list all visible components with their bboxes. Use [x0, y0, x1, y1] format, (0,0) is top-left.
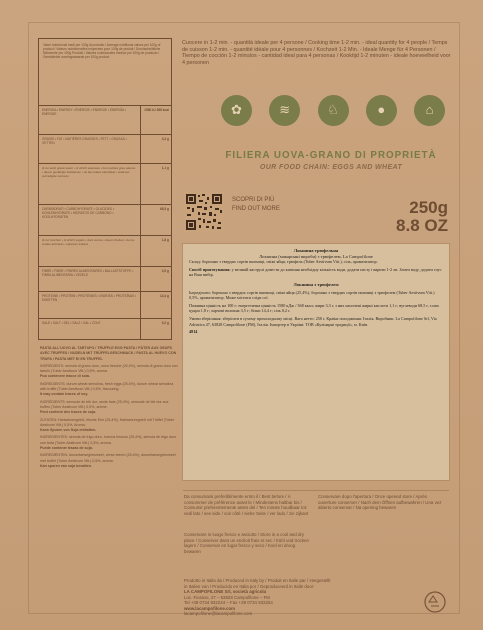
egg-icon: ● [366, 95, 397, 126]
scopri-label: SCOPRI DI PIÙ [232, 197, 275, 203]
producer-address: Loc. Fiorano, 27 – 63828 Campofilone – FM [184, 594, 270, 600]
nutrition-row [39, 205, 171, 236]
nutrition-header: Valori nutrizionali medi per 100g di prodotto / Average nutritional values per 100g of product / Valeurs nutritionnelles moyennes pour 100g de produit / Durchschnittliche Nährwerte pro 100g Produkt / Valores nutricionales medios por 100g de producto / Gemiddelde voedingswaarde per 100g product [39, 39, 171, 106]
divider [183, 490, 449, 491]
nutrition-label: di cui zuccheri • of which sugars • dont sucres • davon Zucker • de los cuales azúcares • waarvan suikers [42, 238, 135, 246]
producer-info [184, 578, 334, 617]
ingredients-block [40, 346, 178, 616]
producer-intro: Prodotto in Italia da / Produced in Italy by / Produit en Italie par / Hergestellt in Italien von / Producido en Italia por / Geproduceerd in Italië door: [184, 578, 331, 589]
ingredients-nl: INGREDIËNTEN: durumtarwegriesmeel, verse eieren (25,4%), durumtarwegriesmeel met truffel (Tuber Aestivum Vitt.) 0,5%, aroma. [40, 453, 176, 463]
nutrition-label: CARBOIDRATI • CARBOHYDRATE • GLUCIDES • KOHLENHYDRATE • HIDRATOS DE CARBONO • KOOLHYDRATEN [42, 207, 114, 219]
nutrition-row [39, 135, 171, 164]
food-chain-icons [221, 95, 445, 143]
sticker-body-2: у великій каструлі довести до кипіння необхідну кількість води, додати пасту і варити 1-2 хв. Злити воду, додати соус на Ваш вибір. [189, 266, 442, 278]
nutrition-value: 1580 kJ 368 kcal [140, 106, 171, 134]
nutrition-value: 3,5 g [140, 267, 171, 291]
producer-email[interactable]: lacampofilone@lacampofilone.com [184, 611, 253, 616]
storage-info: Conservare in luogo fresco e asciutto / Store in a cool and dry place / Conserver dans un endroit frais et sec / Kühl und trocken lagern / Conservar en lugar fresco y seco / Koel en droog bewaren [184, 532, 309, 554]
mill-icon: ⌂ [414, 95, 445, 126]
wheat-icon: ✿ [221, 95, 252, 126]
nutrition-value: 1,1 g [140, 164, 171, 204]
nutrition-row [39, 319, 171, 339]
sticker-code: 4814 [189, 329, 198, 335]
nutrition-label: GRASSI • FAT • MATIÈRES GRASSES • FETT • GRASAS • VETTEN [42, 137, 127, 145]
allergen-en: It may contain traces of soy. [40, 392, 89, 397]
allergen-es: Puede contener trazas de soja. [40, 446, 93, 451]
nutrition-row [39, 164, 171, 205]
cooking-instructions: Cuocere in 1-2 min. - quantità ideale per 4 persone / Cooking time 1-2 min. - ideal quantity for 4 people / Temps de cuisson 1-2 min. - quantité idéale pour 4 personnes / Kochzeit 1-2 Min. - Ideale Menge für 4 Personen / Tiempo de cocción 1-2 minutos - cantidad ideal para 4 personas / Kooktijd 1-2 minuten - ideale hoeveelheid voor 4 personen [182, 40, 451, 66]
nutrition-label: di cui acidi grassi saturi • of which saturates • dont acides gras saturés • davon gesättigte Fettsäuren • de las cuales saturadas • waarvan verzadigde vetzuren [42, 166, 136, 178]
nutrition-label: FIBRE • FIBRE • FIBRES ALIMENTAIRES • BALLASTSTOFFE • FIBRA ALIMENTARIA • VEZELS [42, 269, 134, 277]
nutrition-value: 3,3 g [140, 135, 171, 163]
allergen-de: Kann Spuren von Soja enthalten. [40, 428, 97, 433]
nutrition-value: 0,2 g [140, 319, 171, 339]
nutrition-value: 1,8 g [140, 236, 171, 266]
nutrition-label: ENERGIA • ENERGY • ÉNERGIE • ENERGIE • ENERGÍA • ENERGIE [42, 108, 126, 116]
food-chain-subtitle: OUR FOOD CHAIN: EGGS AND WHEAT [259, 164, 403, 171]
field-icon: ≋ [269, 95, 300, 126]
ingredients-it: INGREDIENTI: semola di grano duro, uova fresche (25,4%), semola di grano duro con tartufo (Tuber Aestivum Vitt.) 0,5%, aroma. [40, 363, 178, 374]
ingredients-fr: INGRÉDIENTS: semoule de blé dur, oeufs frais (25,4%), semoule de blé dur aux truffes (Tuber Aestivum Vitt.) 0,5%, arôme. [40, 399, 169, 409]
ingredients-title: PASTA ALL'UOVO AL TARTUFO / TRUFFLE EGG PASTA / PÂTES AUX OEUFS AVEC TRUFFES / NUDELN MIT TRÜFFELGESCHMACK / PASTA AL HUEVO CON TRUFA / PASTA MET EI EN TRUFFEL [40, 346, 177, 361]
sticker-body-5: Умови зберігання: зберігати в сухому прохолодному місці. Вага нетто: 250 г. Країна походження: Італія. Виробник: La Campofilone Srl, Via Adriatica 47, 63828 Campofilone (FM), Італія. Імпортер в Україні: ТОВ «Кулінарні традиції», м. Київ. [189, 315, 437, 327]
sticker-body-1: Склад: борошно з твердих сортів пшениці, свіжі яйця, трюфель (Tuber Aestivum Vitt.), сіль, ароматизатор. [189, 259, 378, 265]
sticker-prep-label: Спосіб приготування: [189, 266, 231, 272]
import-sticker [183, 244, 449, 480]
nutrition-row [39, 292, 171, 319]
find-out-label: FIND OUT MORE [232, 206, 280, 212]
sticker-title: Локшина трюфельна [293, 248, 339, 253]
find-out-more [232, 196, 280, 214]
nutrition-row [39, 267, 171, 292]
sticker-body-3: Інгредієнти: борошно з твердих сортів пшениці, свіжі яйця (25,4%), борошно з твердих сортів пшениці з трюфелем (Tuber Aestivum Vitt.) 0,5%, ароматизатор. Може містити сліди сої. [189, 289, 435, 301]
allergen-nl: Kan sporen van soja bevatten. [40, 463, 92, 468]
weight-grams: 250g [409, 198, 448, 217]
nutrition-row [39, 106, 171, 135]
best-before-info: Da consumarsi preferibilmente entro il / Best before / À consommer de préférence avant le / Mindestens haltbar bis / Consumir preferentemente antes del / Ten minste houdbaar tot: vedi lato / see side / voir côté / siehe Seite / ver lado / zie zijkant [184, 494, 309, 516]
allergen-fr: Peut contenir des traces de soja. [40, 410, 97, 415]
opened-storage-info: Conservare dopo l'apertura / Once opened store / Après ouverture conserver / Nach dem Öffnen aufbewahren / Una vez abierto conservar / Na opening bewaren [318, 494, 442, 510]
nutrition-value: 68,5 g [140, 205, 171, 235]
producer-phone: Tel +39 0734 932244 – Fax +39 0734 932254 [184, 600, 273, 605]
nutrition-label: SALE • SALT • SEL • SALZ • SAL • ZOUT [42, 321, 101, 325]
nutrition-row [39, 236, 171, 267]
weight-ounces: 8.8 OZ [396, 216, 448, 235]
allergen-it: Può contenere tracce di soia. [40, 374, 90, 379]
ingredients-es: INGREDIENTES: sémola de trigo duro, huevos frescos (25,4%), sémola de trigo duro con trufa (Tuber Aestivum Vitt.) 0,5%, aroma. [40, 435, 177, 445]
nutrition-table [38, 38, 172, 340]
sticker-body-4: Поживна цінність на 100 г: енергетична цінність 1580 кДж / 368 ккал; жири 3,3 г, з них насичені жирні кислоти 1,1 г; вуглеводи 68,5 г, з них цукри 1,8 г; харчові волокна 3,5 г; білки 14,4 г; сіль 0,2 г. [189, 302, 440, 314]
producer-brand: LA CAMPOFILONE Srl, società agricola [184, 589, 267, 594]
hen-icon: ♘ [318, 95, 349, 126]
ingredients-de: ZUTATEN: Hartweizengrieß, frische Eier (25,4%), Hartweizengrieß mit Trüffel (Tuber Aestivum Vitt.) 0,5%, Aroma. [40, 417, 175, 427]
ingredients-en: INGREDIENTS: durum wheat semolina, fresh eggs (25,4%), durum wheat semolina with truffle (Tuber Aestivum Vitt.) 0,5%, flavouring. [40, 381, 174, 392]
sticker-title-2: Локшина з трюфелем [293, 281, 339, 287]
producer-web[interactable]: www.lacampofilone.com [184, 605, 236, 611]
recycling-icon [398, 578, 448, 618]
nutrition-value: 14,4 g [140, 292, 171, 318]
sticker-prep [189, 267, 443, 278]
sticker-subtitle: Локшина (макаронні вироби) з трюфелем, La Campofilone [259, 253, 373, 259]
nutrition-label: PROTEINE • PROTEIN • PROTÉINES • EIWEISS • PROTEÍNAS • EIWITTEN [42, 294, 137, 302]
filiera-title: FILIERA UOVA-GRANO DI PROPRIETÀ [225, 150, 437, 161]
qr-code[interactable] [184, 192, 224, 232]
